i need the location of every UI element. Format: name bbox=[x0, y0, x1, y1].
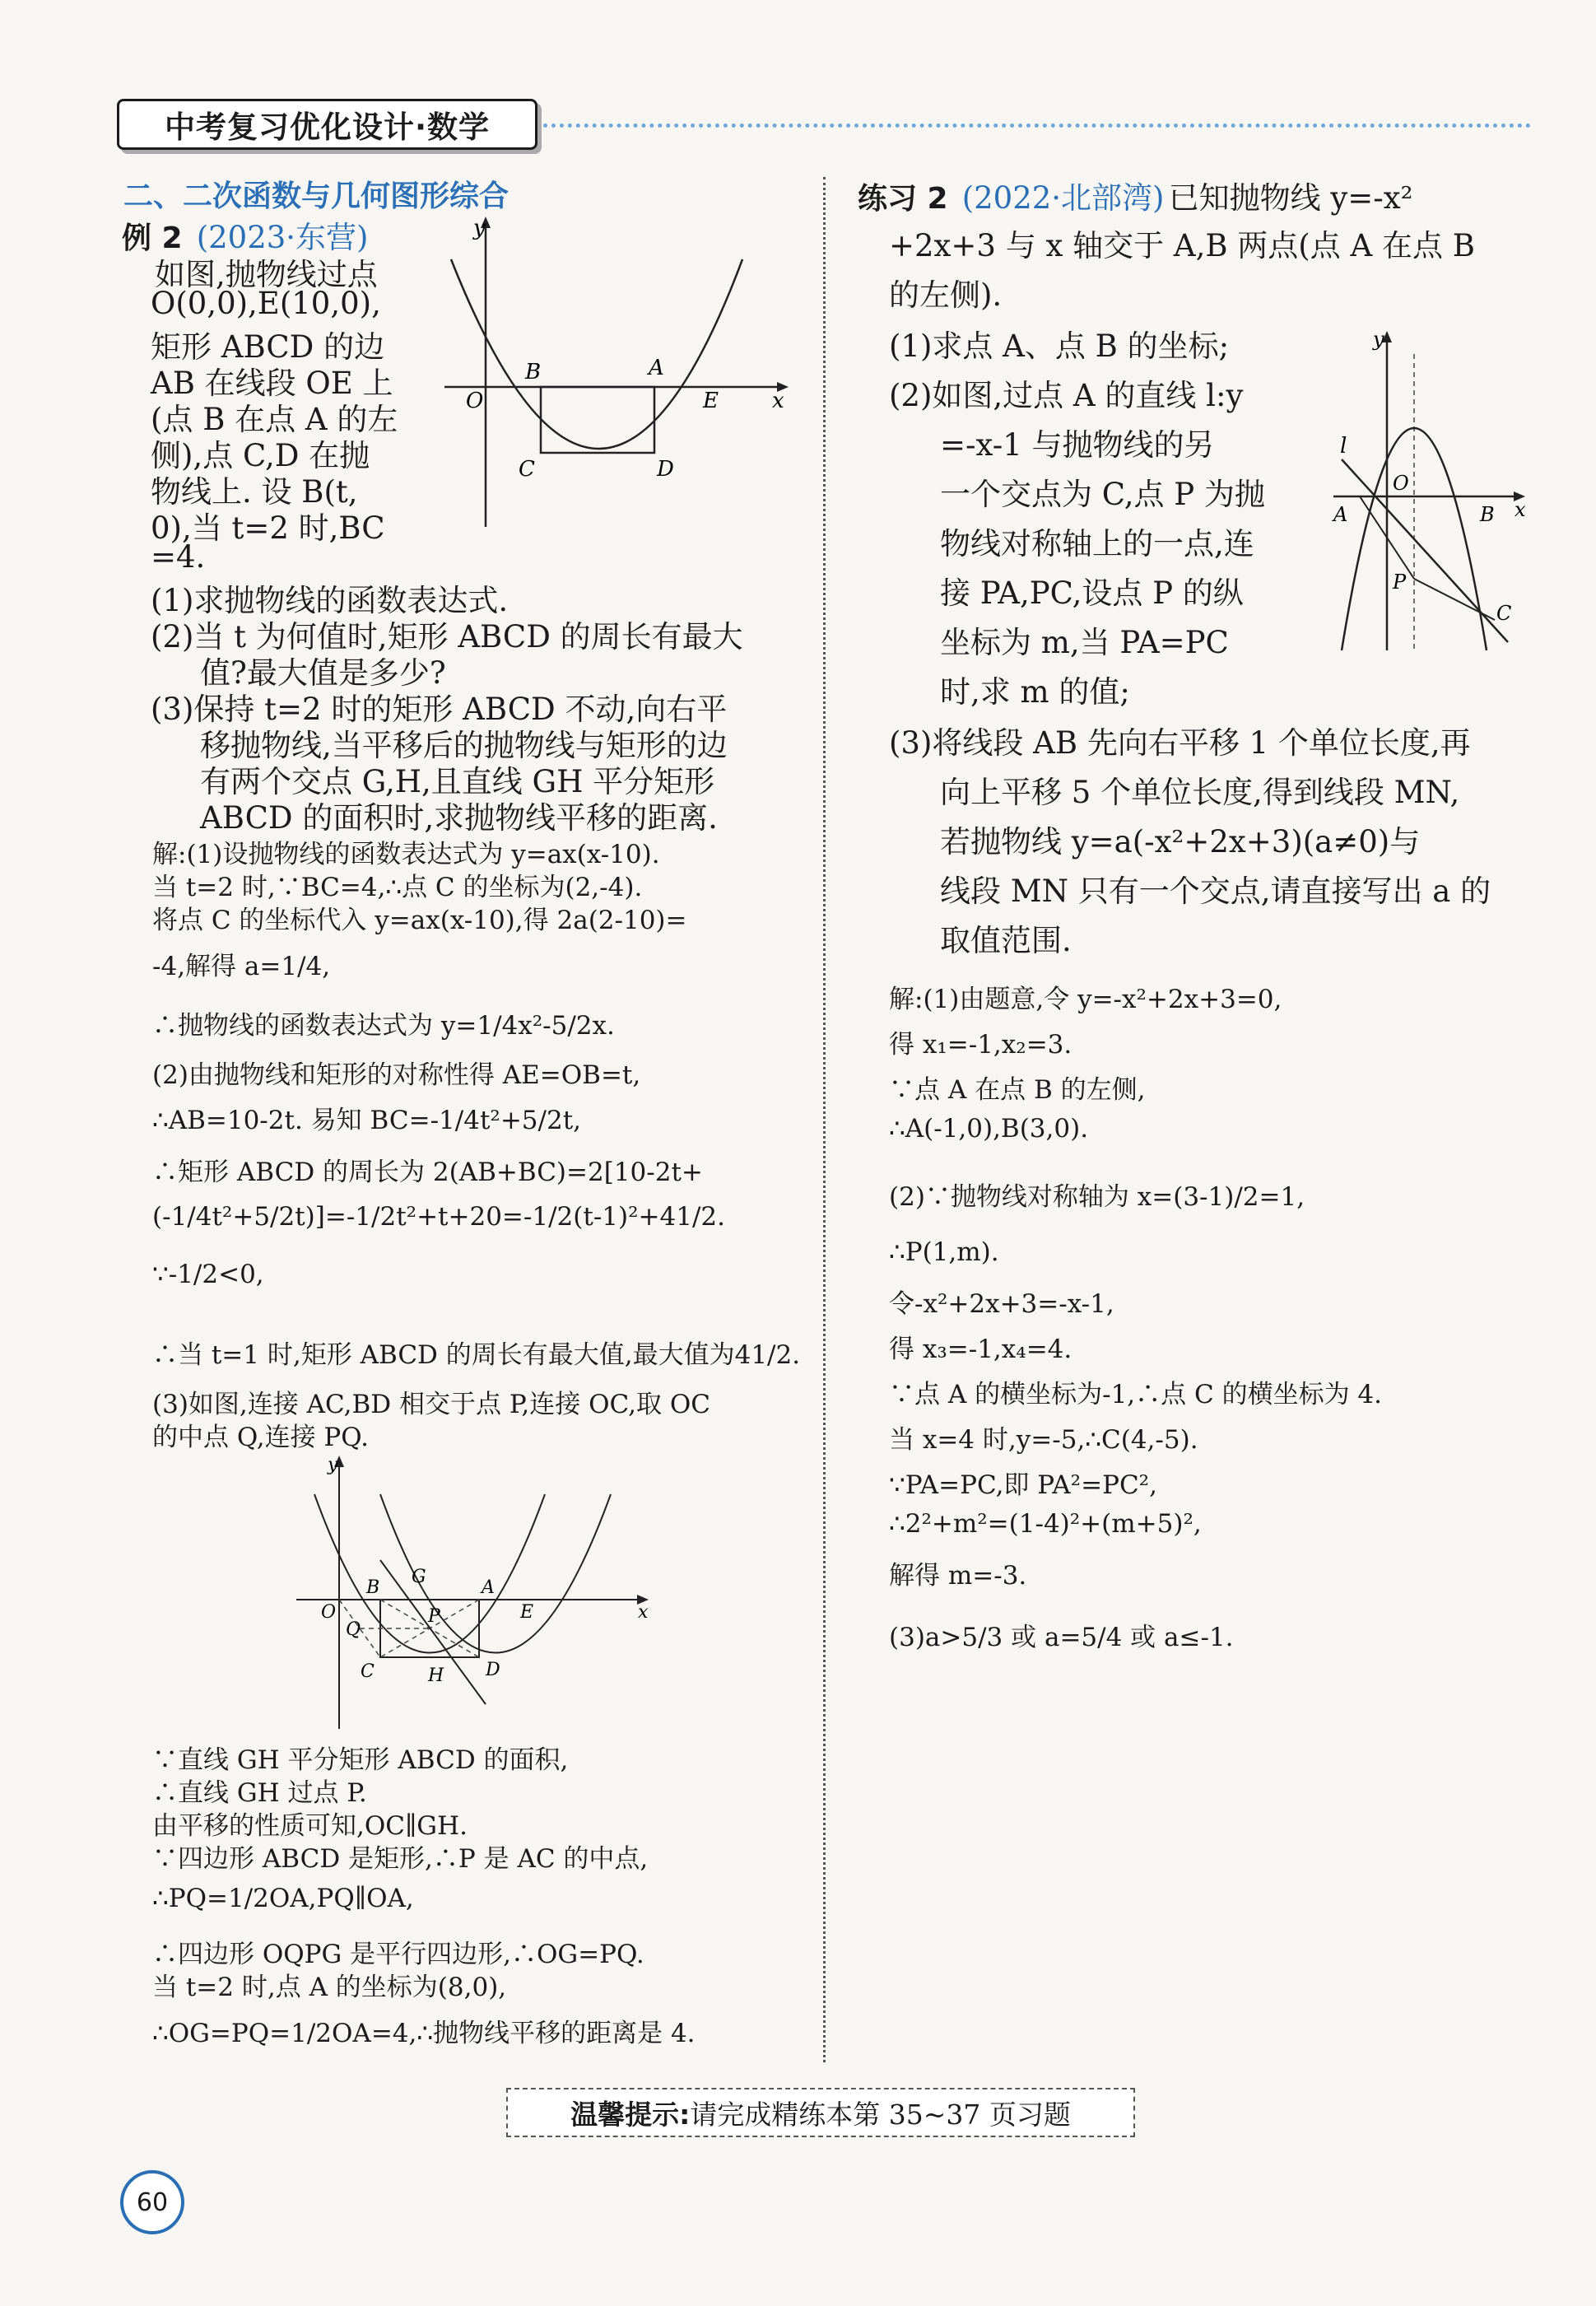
fig2-label: O bbox=[321, 1602, 337, 1623]
text-line: ∵直线 GH 平分矩形 ABCD 的面积, bbox=[152, 1745, 569, 1775]
text-line: 解:(1)由题意,令 y=-x²+2x+3=0, bbox=[889, 985, 1282, 1014]
fig2-label: B bbox=[366, 1577, 380, 1598]
fig2-label: D bbox=[486, 1660, 500, 1680]
fig1-label: D bbox=[657, 457, 674, 482]
text-line: 令-x²+2x+3=-x-1, bbox=[889, 1289, 1114, 1319]
practice2-label: 练习 2 bbox=[858, 182, 948, 216]
text-line: 接 PA,PC,设点 P 的纵 bbox=[940, 575, 1244, 611]
text-line: 已知抛物线 y=-x² bbox=[1168, 180, 1413, 216]
text-line: (点 B 在点 A 的左 bbox=[151, 402, 398, 437]
fig3-label: l bbox=[1340, 434, 1347, 459]
text-line: 解:(1)设抛物线的函数表达式为 y=ax(x-10). bbox=[152, 840, 660, 869]
fig1-label: x bbox=[772, 389, 784, 413]
text-line: ABCD 的面积时,求抛物线平移的距离. bbox=[200, 800, 718, 836]
fig3-label: A bbox=[1333, 503, 1348, 526]
fig2-label: x bbox=[638, 1602, 649, 1623]
figure-parabola-rectangle bbox=[436, 210, 798, 531]
fig2-label: G bbox=[412, 1567, 426, 1587]
header-dotted-rule bbox=[543, 123, 1531, 128]
example2-source: (2023·东营) bbox=[196, 220, 369, 255]
text-line: 移抛物线,当平移后的抛物线与矩形的边 bbox=[200, 728, 728, 763]
text-line: 得 x₁=-1,x₂=3. bbox=[889, 1030, 1073, 1060]
text-line: (2)当 t 为何值时,矩形 ABCD 的周长有最大 bbox=[151, 619, 743, 655]
text-line: ∵点 A 的横坐标为-1,∴点 C 的横坐标为 4. bbox=[889, 1380, 1383, 1409]
text-line: (3)将线段 AB 先向右平移 1 个单位长度,再 bbox=[889, 725, 1471, 761]
fig3-label: B bbox=[1480, 503, 1495, 526]
text-line: 当 x=4 时,y=-5,∴C(4,-5). bbox=[889, 1425, 1198, 1455]
fig3-label: C bbox=[1496, 602, 1512, 625]
tip-label: 温馨提示: bbox=[570, 2098, 691, 2131]
text-line: 有两个交点 G,H,且直线 GH 平分矩形 bbox=[200, 764, 715, 799]
column-divider bbox=[823, 177, 826, 2062]
text-line: 线段 MN 只有一个交点,请直接写出 a 的 bbox=[940, 873, 1491, 909]
fig2-label: Q bbox=[346, 1619, 361, 1640]
text-line: 如图,抛物线过点 bbox=[155, 257, 378, 292]
text-line: (2)∵抛物线对称轴为 x=(3-1)/2=1, bbox=[889, 1182, 1305, 1212]
fig2-label: C bbox=[361, 1661, 375, 1682]
text-line: (-1/4t²+5/2t)]=-1/2t²+t+20=-1/2(t-1)²+41/2. bbox=[152, 1202, 725, 1232]
text-line: 矩形 ABCD 的边 bbox=[151, 329, 385, 365]
text-line: 物线对称轴上的一点,连 bbox=[940, 526, 1254, 561]
fig3-label: P bbox=[1393, 571, 1407, 594]
text-line: ∴直线 GH 过点 P. bbox=[152, 1778, 367, 1808]
text-line: ∴P(1,m). bbox=[889, 1237, 999, 1267]
text-line: ∵点 A 在点 B 的左侧, bbox=[889, 1075, 1146, 1105]
text-line: 的中点 Q,连接 PQ. bbox=[152, 1423, 370, 1452]
text-line: 向上平移 5 个单位长度,得到线段 MN, bbox=[940, 775, 1460, 810]
text-line: ∴OG=PQ=1/2OA=4,∴抛物线平移的距离是 4. bbox=[152, 2019, 696, 2048]
fig2-label: y bbox=[328, 1455, 338, 1475]
text-line: ∴矩形 ABCD 的周长为 2(AB+BC)=2[10-2t+ bbox=[152, 1158, 703, 1187]
text-line: 当 t=2 时,点 A 的坐标为(8,0), bbox=[152, 1973, 507, 2002]
text-line: 将点 C 的坐标代入 y=ax(x-10),得 2a(2-10)= bbox=[152, 906, 687, 935]
text-line: (3)如图,连接 AC,BD 相交于点 P,连接 OC,取 OC bbox=[152, 1390, 710, 1419]
text-line: 取值范围. bbox=[940, 923, 1072, 958]
text-line: ∴当 t=1 时,矩形 ABCD 的周长有最大值,最大值为41/2. bbox=[152, 1340, 801, 1370]
text-line: 得 x₃=-1,x₄=4. bbox=[889, 1335, 1073, 1364]
tip-box bbox=[506, 2088, 1135, 2137]
fig1-label: y bbox=[473, 216, 486, 240]
text-line: (1)求抛物线的函数表达式. bbox=[151, 583, 509, 618]
text-line: 时,求 m 的值; bbox=[940, 674, 1130, 710]
text-line: 一个交点为 C,点 P 为抛 bbox=[940, 477, 1265, 512]
text-line: (2)如图,过点 A 的直线 l:y bbox=[889, 378, 1244, 413]
tip-text: 请完成精练本第 35~37 页习题 bbox=[690, 2098, 1071, 2131]
fig1-label: A bbox=[649, 356, 664, 380]
text-line: ∴A(-1,0),B(3,0). bbox=[889, 1114, 1089, 1144]
text-line: 解得 m=-3. bbox=[889, 1561, 1027, 1591]
text-line: ∴抛物线的函数表达式为 y=1/4x²-5/2x. bbox=[152, 1011, 615, 1041]
text-line: 0),当 t=2 时,BC bbox=[151, 510, 385, 546]
text-line: ∴2²+m²=(1-4)²+(m+5)², bbox=[889, 1509, 1202, 1539]
text-line: =-x-1 与抛物线的另 bbox=[940, 427, 1215, 463]
text-line: ∴PQ=1/2OA,PQ∥OA, bbox=[152, 1884, 414, 1913]
text-line: 当 t=2 时,∵BC=4,∴点 C 的坐标为(2,-4). bbox=[152, 873, 643, 902]
practice2-header bbox=[858, 173, 1412, 217]
header-title: 中考复习优化设计·数学 bbox=[117, 99, 537, 150]
text-line: O(0,0),E(10,0), bbox=[151, 286, 381, 321]
fig1-label: O bbox=[466, 389, 484, 413]
page-number: 60 bbox=[120, 2170, 184, 2234]
text-line: 物线上. 设 B(t, bbox=[151, 474, 358, 510]
practice2-source: (2022·北部湾) bbox=[961, 180, 1165, 216]
text-line: AB 在线段 OE 上 bbox=[151, 366, 393, 401]
fig2-label: H bbox=[428, 1665, 444, 1686]
text-line: ∵四边形 ABCD 是矩形,∴P 是 AC 的中点, bbox=[152, 1844, 649, 1874]
fig3-label: O bbox=[1393, 472, 1409, 495]
text-line: (1)求点 A、点 B 的坐标; bbox=[889, 328, 1230, 364]
text-line: -4,解得 a=1/4, bbox=[152, 952, 331, 981]
figure-parabola-line bbox=[1317, 321, 1539, 667]
text-line: (3)保持 t=2 时的矩形 ABCD 不动,向右平 bbox=[151, 692, 728, 727]
fig1-label: C bbox=[519, 457, 535, 482]
section-title: 二、二次函数与几何图形综合 bbox=[123, 179, 510, 213]
fig2-label: E bbox=[520, 1602, 534, 1623]
fig2-label: P bbox=[428, 1606, 440, 1627]
text-line: 若抛物线 y=a(-x²+2x+3)(a≠0)与 bbox=[940, 824, 1421, 860]
fig1-label: B bbox=[525, 360, 542, 384]
text-line: 的左侧). bbox=[889, 277, 1003, 313]
text-line: ∴四边形 OQPG 是平行四边形,∴OG=PQ. bbox=[152, 1940, 644, 1969]
text-line: 由平移的性质可知,OC∥GH. bbox=[152, 1811, 468, 1841]
fig2-label: A bbox=[482, 1577, 495, 1598]
figure-translated-parabola bbox=[288, 1449, 667, 1733]
text-line: ∵PA=PC,即 PA²=PC², bbox=[889, 1470, 1157, 1500]
text-line: +2x+3 与 x 轴交于 A,B 两点(点 A 在点 B bbox=[889, 228, 1475, 263]
text-line: =4. bbox=[151, 539, 206, 575]
text-line: 值?最大值是多少? bbox=[200, 655, 446, 691]
text-line: 坐标为 m,当 PA=PC bbox=[940, 625, 1229, 660]
fig3-label: x bbox=[1515, 498, 1526, 521]
text-line: ∴AB=10-2t. 易知 BC=-1/4t²+5/2t, bbox=[152, 1106, 582, 1135]
text-line: (2)由抛物线和矩形的对称性得 AE=OB=t, bbox=[152, 1060, 641, 1090]
text-line: (3)a>5/3 或 a=5/4 或 a≤-1. bbox=[889, 1623, 1234, 1652]
fig3-label: y bbox=[1373, 328, 1384, 351]
fig1-label: E bbox=[703, 389, 719, 413]
example2-label: 例 2 bbox=[122, 221, 183, 255]
text-line: 侧),点 C,D 在抛 bbox=[151, 438, 370, 473]
text-line: ∵-1/2<0, bbox=[152, 1260, 264, 1289]
